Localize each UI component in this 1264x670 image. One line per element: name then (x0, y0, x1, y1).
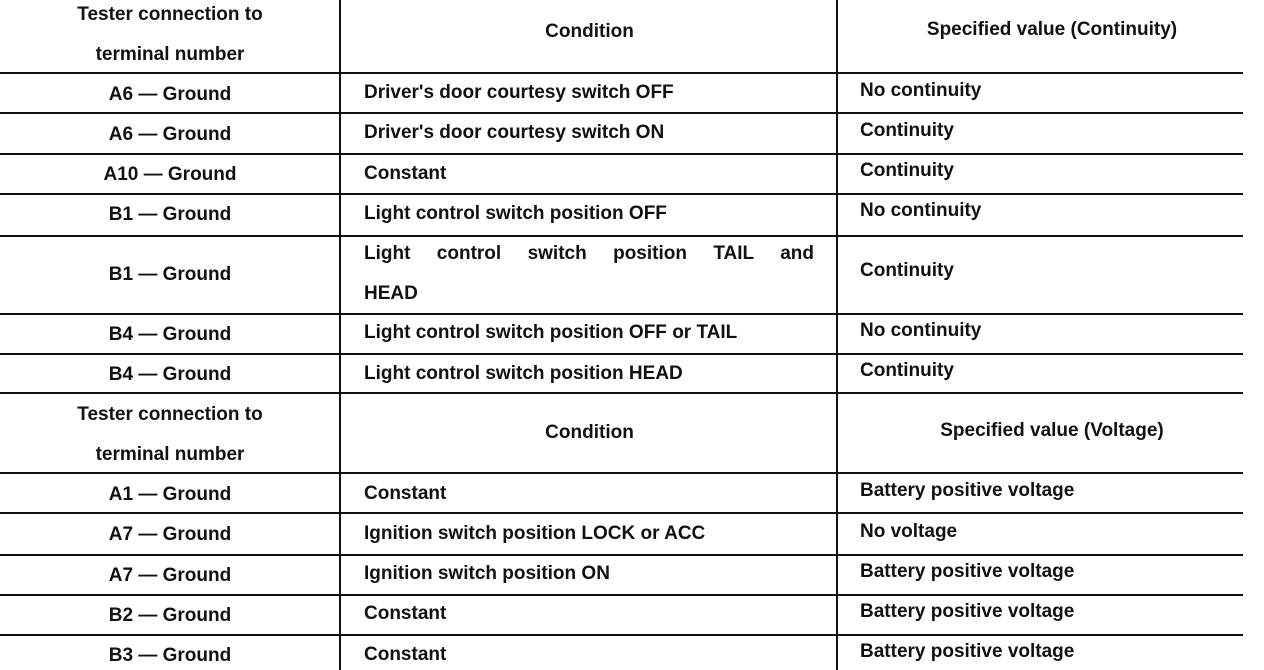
condition-cell: Driver's door courtesy switch ON (364, 122, 665, 143)
condition-cell: Driver's door courtesy switch OFF (364, 82, 674, 103)
value-cell: No voltage (860, 521, 958, 542)
terminal-cell: A7 — Ground (108, 524, 232, 545)
terminal-cell: B1 — Ground (108, 204, 232, 225)
row-divider (0, 112, 1243, 114)
header-terminal-line1: Tester connection to (77, 404, 263, 425)
condition-cell: Constant (364, 603, 447, 624)
value-cell: Continuity (860, 260, 954, 281)
header-terminal-line1: Tester connection to (77, 4, 263, 25)
row-divider (0, 594, 1243, 596)
header-terminal (0, 405, 340, 465)
row-divider (0, 235, 1243, 237)
header-terminal-line2: terminal number (95, 444, 245, 465)
column-divider (836, 0, 838, 670)
condition-cell: Constant (364, 483, 447, 504)
row-divider (0, 512, 1243, 514)
terminal-cell: A6 — Ground (108, 84, 232, 105)
row-divider (0, 554, 1243, 556)
value-cell: Battery positive voltage (860, 601, 1075, 622)
header-specified-value: Specified value (Voltage) (940, 420, 1164, 441)
terminal-cell: A6 — Ground (108, 124, 232, 145)
condition-cell: Constant (364, 644, 447, 665)
header-condition: Condition (545, 422, 634, 443)
row-divider (0, 193, 1243, 195)
value-cell: Continuity (860, 160, 954, 181)
value-cell: Continuity (860, 120, 954, 141)
header-specified-value: Specified value (Continuity) (926, 19, 1178, 40)
header-condition: Condition (545, 21, 634, 42)
terminal-cell: A1 — Ground (108, 484, 232, 505)
condition-cell-line2: HEAD (364, 283, 418, 304)
value-cell: No continuity (860, 320, 982, 341)
header-terminal (0, 5, 340, 65)
terminal-cell: B2 — Ground (108, 605, 232, 626)
value-cell: No continuity (860, 200, 982, 221)
value-cell: Battery positive voltage (860, 480, 1075, 501)
condition-cell: Light control switch position OFF or TAIL (364, 322, 738, 343)
terminal-cell: B1 — Ground (108, 264, 232, 285)
condition-cell-line1: Light control switch position TAIL and (364, 243, 814, 264)
terminal-cell: B3 — Ground (108, 645, 232, 666)
row-divider (0, 153, 1243, 155)
value-cell: Battery positive voltage (860, 561, 1075, 582)
row-divider (0, 472, 1243, 474)
row-divider (0, 392, 1243, 394)
value-cell: Continuity (860, 360, 954, 381)
terminal-cell: A7 — Ground (108, 565, 232, 586)
condition-cell: Constant (364, 163, 447, 184)
terminal-cell: A10 — Ground (103, 164, 237, 185)
condition-cell: Ignition switch position LOCK or ACC (364, 523, 706, 544)
terminal-cell: B4 — Ground (108, 364, 232, 385)
terminal-cell: B4 — Ground (108, 324, 232, 345)
row-divider (0, 72, 1243, 74)
value-cell: No continuity (860, 80, 982, 101)
value-cell: Battery positive voltage (860, 641, 1075, 662)
header-terminal-line2: terminal number (95, 44, 245, 65)
row-divider (0, 313, 1243, 315)
row-divider (0, 634, 1243, 636)
condition-cell: Ignition switch position ON (364, 563, 610, 584)
condition-cell: Light control switch position OFF (364, 203, 667, 224)
condition-cell: Light control switch position HEAD (364, 363, 683, 384)
row-divider (0, 353, 1243, 355)
